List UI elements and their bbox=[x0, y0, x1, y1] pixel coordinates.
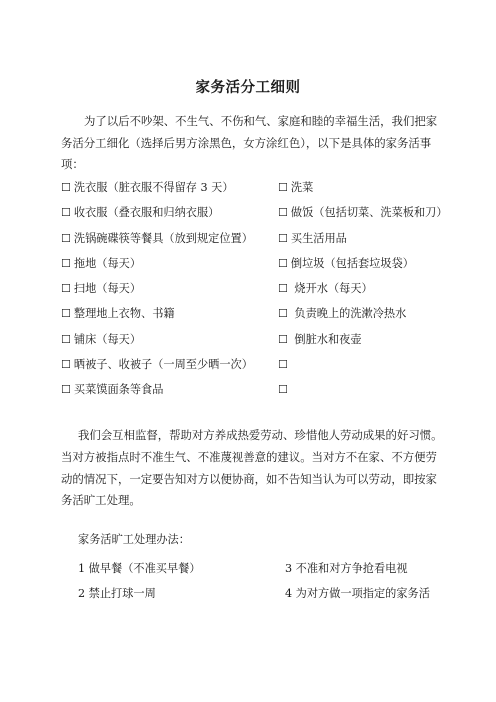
checklist-item-label: 扫地（每天） bbox=[73, 282, 142, 296]
checklist-item-right bbox=[278, 226, 347, 251]
checklist-item-label: 做饭（包括切菜、洗菜板和刀） bbox=[290, 206, 448, 220]
checklist-item-label: 买生活用品 bbox=[290, 231, 347, 245]
checklist-item-right bbox=[278, 200, 448, 225]
checklist-item-label: 拖地（每天） bbox=[73, 256, 142, 270]
checklist-item-right bbox=[278, 377, 291, 402]
measure-row bbox=[78, 582, 458, 607]
checklist-item-left bbox=[61, 352, 253, 377]
checklist-item-left bbox=[61, 301, 175, 326]
checklist-item-label: 洗衣服（脏衣服不得留存 3 天） bbox=[73, 181, 234, 194]
checkbox[interactable]: ☐ bbox=[278, 282, 288, 296]
checklist-item-label: 洗锅碗碟筷等餐具（放到规定位置） bbox=[73, 231, 253, 245]
checklist-item-right bbox=[278, 251, 414, 276]
measure-item: 2 禁止打球一周 bbox=[78, 586, 156, 600]
intro-paragraph: 为了以后不吵架、不生气、不伤和气、家庭和睦的幸福生活，我们把家务活分工细化（选择后男方涂黑色，女方涂红色），以下是具体的家务活事项： bbox=[61, 114, 438, 171]
checklist-item-right bbox=[278, 276, 373, 301]
measure-item: 4 为对方做一项指定的家务活 bbox=[285, 586, 430, 600]
checklist-row bbox=[61, 327, 461, 352]
checkbox[interactable]: ☐ bbox=[278, 383, 288, 397]
checklist-item-right bbox=[278, 301, 406, 326]
measures-list bbox=[78, 557, 458, 606]
checklist-row bbox=[61, 251, 461, 276]
checklist-item-label: 倒脏水和夜壶 bbox=[290, 332, 362, 346]
checkbox[interactable]: ☐ bbox=[61, 307, 71, 321]
checklist-row bbox=[61, 276, 461, 301]
measure-item: 3 不准和对方争抢看电视 bbox=[285, 562, 408, 575]
checklist-item-left bbox=[61, 175, 234, 200]
checklist-row bbox=[61, 352, 461, 377]
checklist-item-label: 烧开水（每天） bbox=[290, 282, 373, 296]
checklist-item-right bbox=[278, 352, 291, 377]
checkbox[interactable]: ☐ bbox=[278, 231, 288, 245]
checklist-item-label: 铺床（每天） bbox=[73, 332, 142, 346]
checklist-item-left bbox=[61, 226, 253, 251]
checklist-row bbox=[61, 377, 461, 402]
checklist-item-right bbox=[278, 327, 362, 352]
document-title: 家务活分工细则 bbox=[195, 79, 301, 96]
checkbox[interactable]: ☐ bbox=[278, 307, 288, 321]
checklist-item-label: 晒被子、收被子（一周至少晒一次） bbox=[73, 358, 253, 372]
checkbox[interactable]: ☐ bbox=[61, 181, 71, 194]
checklist-item-right bbox=[278, 175, 313, 200]
checkbox[interactable]: ☐ bbox=[278, 358, 288, 372]
checklist-item-left bbox=[61, 377, 163, 402]
checklist-item-left bbox=[61, 251, 141, 276]
checklist-item-label: 整理地上衣物、书籍 bbox=[73, 307, 175, 321]
checklist-row bbox=[61, 226, 461, 251]
checklist-item-label: 收衣服（叠衣服和归纳衣服） bbox=[73, 206, 220, 220]
checkbox[interactable]: ☐ bbox=[278, 332, 288, 346]
checkbox[interactable]: ☐ bbox=[61, 358, 71, 372]
measure-row bbox=[78, 557, 458, 582]
checkbox[interactable]: ☐ bbox=[278, 256, 288, 270]
checkbox[interactable]: ☐ bbox=[278, 181, 288, 194]
checklist-item-left bbox=[61, 327, 141, 352]
checkbox[interactable]: ☐ bbox=[61, 383, 71, 397]
measures-title: 家务活旷工处理办法： bbox=[78, 533, 190, 546]
checkbox[interactable]: ☐ bbox=[61, 206, 71, 220]
measure-item: 1 做早餐（不准买早餐） bbox=[78, 562, 201, 575]
checklist-item-left bbox=[61, 276, 141, 301]
checklist-item-label: 洗菜 bbox=[290, 181, 314, 194]
checkbox[interactable]: ☐ bbox=[61, 231, 71, 245]
checklist-item-label: 倒垃圾（包括套垃圾袋） bbox=[290, 256, 414, 270]
checkbox[interactable]: ☐ bbox=[61, 282, 71, 296]
checklist-row bbox=[61, 200, 461, 225]
checklist-row bbox=[61, 175, 461, 200]
checklist-item-left bbox=[61, 200, 219, 225]
checkbox[interactable]: ☐ bbox=[278, 206, 288, 220]
supervision-paragraph: 我们会互相监督，帮助对方养成热爱劳动、珍惜他人劳动成果的好习惯。当对方被指点时不准生气、不准蔑视善意的建议。当对方不在家、不方便劳动的情况下，一定要告知对方以便协商，如不告知当认为可以劳动，即按家务活旷工处理。 bbox=[61, 428, 443, 508]
checklist-item-label: 负责晚上的洗漱冷热水 bbox=[290, 307, 407, 321]
checkbox[interactable]: ☐ bbox=[61, 332, 71, 346]
chore-checklist bbox=[61, 175, 461, 403]
checklist-row bbox=[61, 301, 461, 326]
checkbox[interactable]: ☐ bbox=[61, 256, 71, 270]
checklist-item-label: 买菜馍面条等食品 bbox=[73, 383, 164, 397]
